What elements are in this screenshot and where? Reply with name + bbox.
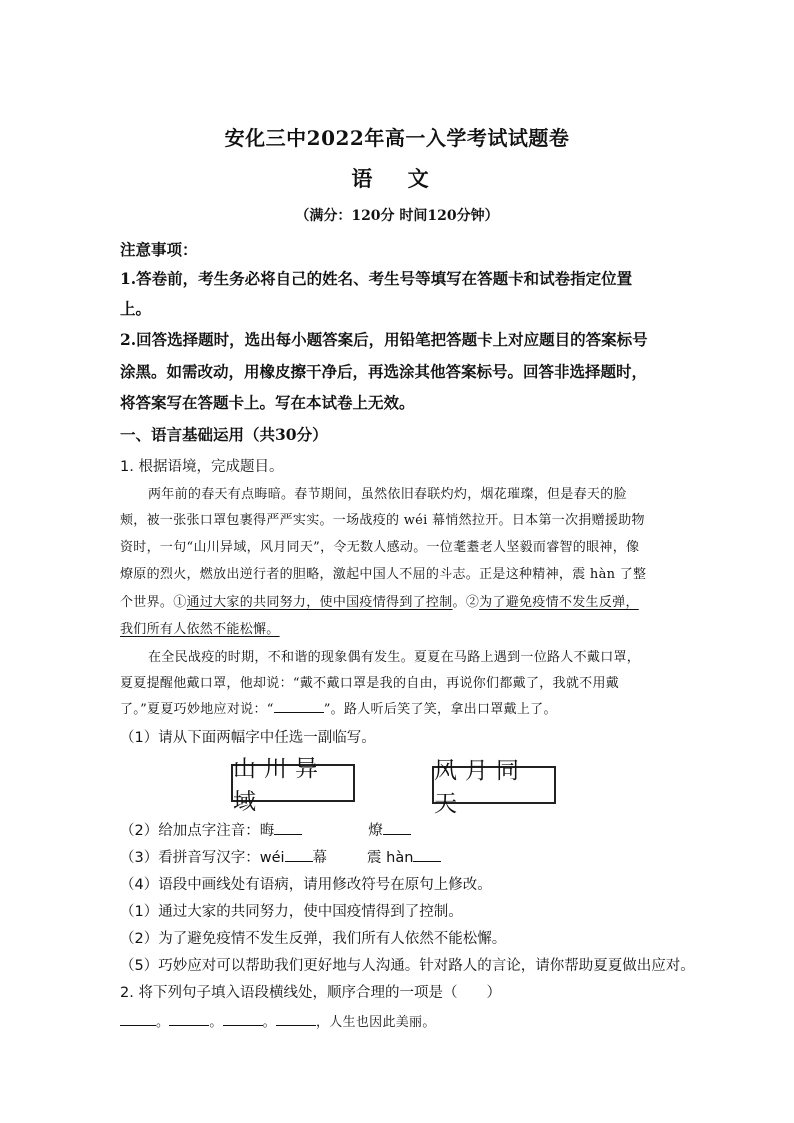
sub-question-3 xyxy=(120,846,441,867)
passage-text: 了。”夏夏巧妙地应对说：“ xyxy=(120,702,274,717)
notice-line-1: 1.答卷前，考生务必将自己的姓名、考生号等填写在答题卡和试卷指定位置 xyxy=(120,269,633,288)
passage-line: 颊，被一张张口罩包裹得严严实实。一场战疫的 wéi 幕悄然拉开。日本第一次捐赠援助物 xyxy=(120,513,645,528)
sub-question-2-text: （2）给加点字注音：晦 xyxy=(120,823,275,839)
sub-question-4-item-1: （1）通过大家的共同努力，使中国疫情得到了控制。 xyxy=(120,904,463,920)
sub-question-4: （4）语段中画线处有语病，请用修改符号在原句上修改。 xyxy=(120,877,492,893)
sub-question-1: （1）请从下面两幅字中任选一副临写。 xyxy=(120,730,376,746)
subject-heading: 语 文 xyxy=(351,166,443,191)
separator: 。 xyxy=(156,1015,170,1030)
passage-text: ”。路人听后笑了笑，拿出口罩戴上了。 xyxy=(323,702,557,717)
underlined-sentence-2-cont: 我们所有人依然不能松懈。 xyxy=(120,622,280,637)
answer-blank[interactable] xyxy=(223,1013,263,1026)
notice-line-5: 将答案写在答题卡上。写在本试卷上无效。 xyxy=(120,393,415,412)
answer-blank[interactable] xyxy=(169,1013,209,1026)
passage-line: 燎原的烈火，燃放出逆行者的胆略，激起中国人不屈的斗志。正是这种精神，震 hàn 了整 xyxy=(120,567,647,582)
separator: 。 xyxy=(262,1015,276,1030)
answer-blank[interactable] xyxy=(274,822,302,835)
passage-line: 资时，一句“山川异域，风月同天”，令无数人感动。一位耄耋老人坚毅而睿智的眼神，像 xyxy=(120,540,640,555)
passage-line xyxy=(120,698,557,717)
question-2-tail: ，人生也因此美丽。 xyxy=(315,1015,436,1030)
answer-blank[interactable] xyxy=(274,700,324,713)
question-2-stem: 2. 将下列句子填入语段横线处，顺序合理的一项是（ ） xyxy=(120,985,501,1001)
notice-heading: 注意事项： xyxy=(120,240,198,259)
sub-question-3-text: （3）看拼音写汉字：wéi xyxy=(120,850,285,866)
notice-line-2: 上。 xyxy=(120,299,152,318)
sub-question-3-char: 幕 xyxy=(312,850,328,866)
passage-line: 夏夏提醒他戴口罩，他却说：“戴不戴口罩是我的自由，再说你们都戴了，我就不用戴 xyxy=(120,676,620,691)
passage-line: 在全民战疫的时期，不和谐的现象偶有发生。夏夏在马路上遇到一位路人不戴口罩， xyxy=(148,650,641,665)
underlined-sentence-1: 通过大家的共同努力，使中国疫情得到了控制 xyxy=(186,595,453,610)
question-1-stem: 1. 根据语境，完成题目。 xyxy=(120,459,284,475)
answer-blank[interactable] xyxy=(285,849,313,862)
exam-title: 安化三中2022年高一入学考试试题卷 xyxy=(224,126,570,150)
notice-line-3: 2.回答选择题时，选出每小题答案后，用铅笔把答题卡上对应题目的答案标号 xyxy=(120,330,648,349)
sub-question-2 xyxy=(120,819,411,840)
score-info: （满分：120分 时间120分钟） xyxy=(295,208,499,224)
passage-text: 。② xyxy=(452,595,480,610)
sub-question-3-pinyin: 震 hàn xyxy=(367,850,414,866)
sub-question-5: （5）巧妙应对可以帮助我们更好地与人沟通。针对路人的言论，请你帮助夏夏做出应对。 xyxy=(120,958,695,974)
section-1-heading: 一、语言基础运用（共30分） xyxy=(120,425,328,444)
answer-blank[interactable] xyxy=(383,822,411,835)
calligraphy-sample-left: 山川异域 xyxy=(231,764,355,802)
answer-blank[interactable] xyxy=(120,1013,156,1026)
calligraphy-sample-right: 风月同天 xyxy=(432,766,556,804)
separator: 。 xyxy=(209,1015,223,1030)
underlined-sentence-2: 为了避免疫情不发生反弹， xyxy=(479,595,639,610)
notice-line-4: 涂黑。如需改动，用橡皮擦干净后，再选涂其他答案标号。回答非选择题时， xyxy=(120,362,648,381)
sub-question-4-item-2: （2）为了避免疫情不发生反弹，我们所有人依然不能松懈。 xyxy=(120,931,507,947)
question-2-blanks xyxy=(120,1011,436,1030)
passage-line xyxy=(120,591,639,610)
answer-blank[interactable] xyxy=(413,849,441,862)
answer-blank[interactable] xyxy=(276,1013,316,1026)
passage-text: 个世界。① xyxy=(120,595,187,610)
passage-line: 两年前的春天有点晦暗。春节期间，虽然依旧春联灼灼，烟花璀璨，但是春天的脸 xyxy=(148,487,627,502)
sub-question-2-char: 燎 xyxy=(368,823,383,839)
